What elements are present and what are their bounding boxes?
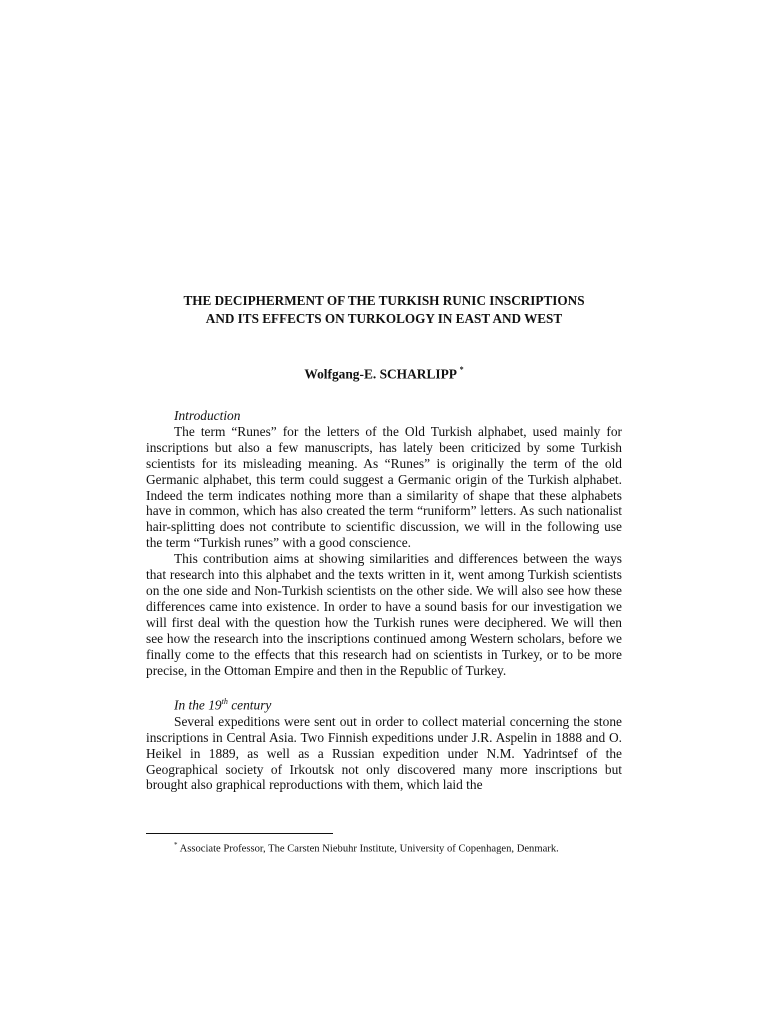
paragraph: Several expeditions were sent out in order to collect material concerning the stone inscriptions in Central Asia. Two Finnish expeditions under J.R. Aspelin in 1888 and O. Heikel in 1889, as well as a Russian expedition under N.M. Yadrintsef of the Geographical society of Irkoutsk not only discovered many more inscriptions but brought also graphical reproductions with them, which laid the bbox=[146, 713, 622, 793]
heading-text: century bbox=[227, 697, 272, 713]
section-heading-introduction: Introduction bbox=[174, 408, 241, 423]
paragraph: The term “Runes” for the letters of the Old Turkish alphabet, used mainly for inscriptions but also a few manuscripts, has lately been criticized by some Turkish scientists for its misleading meaning. As “Runes” is originally the term of the old Germanic alphabet, this term could suggest a Germanic origin of the Turkish alphabet. Indeed the term indicates nothing more than a similarity of shape that these alphabets have in common, which has also created the term “runiform” letters. As such nationalist hair-splitting does not contribute to scientific discussion, we will in the following use the term “Turkish runes” with a good conscience. bbox=[146, 423, 622, 551]
heading-text: In the 19 bbox=[174, 697, 222, 713]
paragraph: This contribution aims at showing similarities and differences between the ways that research into this alphabet and the texts written in it, went among Turkish scientists on the one side and Non-Turkish scientists on the other side. We will also see how these differences came into existence. In order to have a sound basis for our investigation we will first deal with the question how the Turkish runes were deciphered. We will then see how the research into the inscriptions continued among Western scholars, before we finally come to the effects that this research had on scientists in Turkey, or to be more precise, in the Ottoman Empire and then in the Republic of Turkey. bbox=[146, 551, 622, 678]
footnote-divider bbox=[146, 833, 333, 834]
title-line-2: AND ITS EFFECTS ON TURKOLOGY IN EAST AND WEST bbox=[205, 311, 563, 326]
title-line-1: THE DECIPHERMENT OF THE TURKISH RUNIC INSCRIPTIONS bbox=[183, 293, 585, 308]
author-name: Wolfgang-E. SCHARLIPP bbox=[304, 366, 457, 382]
section-heading-19th-century bbox=[146, 694, 622, 713]
footnote bbox=[174, 838, 622, 857]
heading-superscript: th bbox=[221, 697, 228, 707]
footnote-text: Associate Professor, The Carsten Niebuhr Institute, University of Copenhagen, Denmark. bbox=[177, 843, 559, 855]
paper-title bbox=[146, 292, 622, 328]
paper-body bbox=[146, 408, 622, 793]
footnote-marker: * bbox=[174, 841, 178, 849]
author-line bbox=[146, 362, 622, 383]
section-spacer bbox=[146, 678, 622, 694]
author-footnote-marker[interactable]: * bbox=[459, 365, 464, 374]
